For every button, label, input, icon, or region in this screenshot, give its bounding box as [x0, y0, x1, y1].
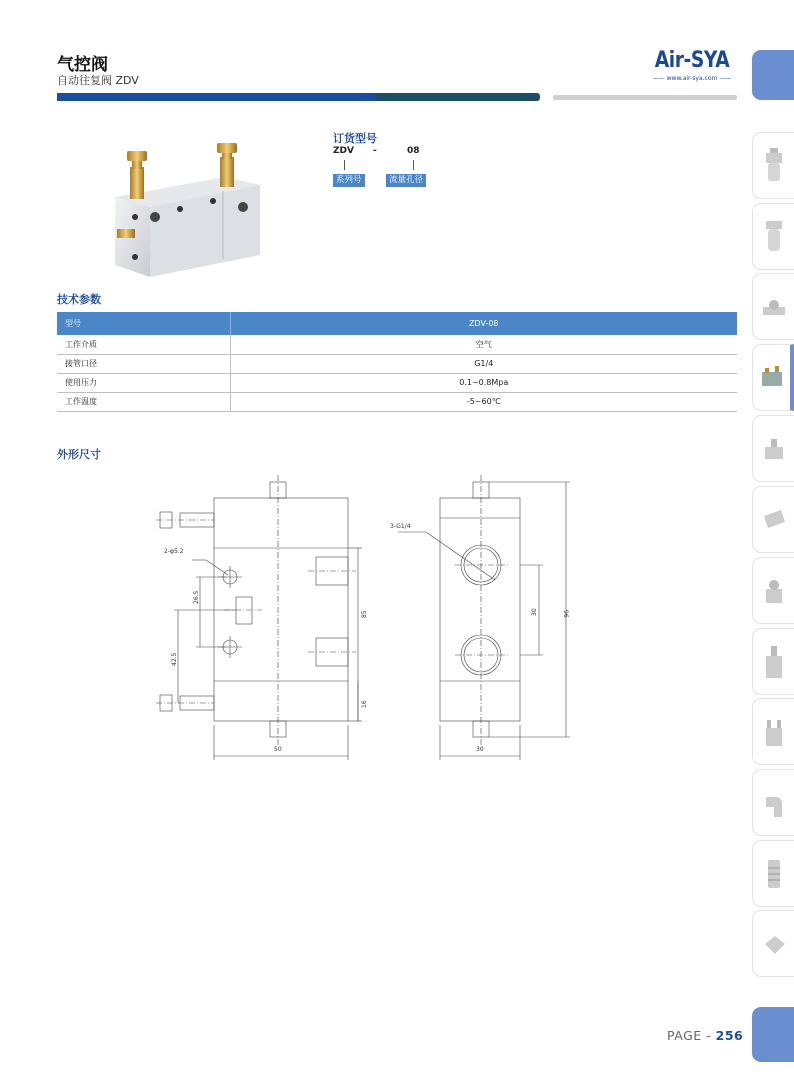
- spec-row-label: 接管口径: [57, 354, 230, 373]
- side-tab-filter[interactable]: [752, 203, 794, 270]
- spec-row-value: 0.1~0.8Mpa: [230, 373, 737, 392]
- side-tab-filter-regulator[interactable]: [752, 132, 794, 199]
- logo-url: —— www.air-sya.com ——: [652, 75, 732, 82]
- spec-header-row: [57, 312, 737, 335]
- header-bar-blue: [57, 93, 375, 101]
- top-side-tab[interactable]: [752, 50, 794, 100]
- spec-row-value: G1/4: [230, 354, 737, 373]
- table-row: [57, 354, 737, 373]
- side-tab-gripper[interactable]: [752, 698, 794, 765]
- label-30v: 30: [531, 608, 538, 616]
- page-subtitle: 自动往复阀 ZDV: [57, 74, 139, 87]
- specs-title: 技术参数: [57, 293, 101, 306]
- page-title: 气控阀: [57, 55, 108, 75]
- order-code-size: 08: [407, 146, 420, 156]
- solenoid-icon: [761, 500, 787, 540]
- table-row: [57, 335, 737, 354]
- side-tab-vacuum[interactable]: [752, 910, 794, 977]
- label-port: 3-G1/4: [390, 523, 411, 530]
- label-42: 42.5: [171, 652, 178, 666]
- header-bar-gray: [553, 95, 737, 100]
- spec-header-label: 型号: [57, 312, 230, 335]
- gripper-icon: [761, 712, 787, 752]
- spec-row-value: -5~60℃: [230, 392, 737, 411]
- elbow-icon: [761, 783, 787, 823]
- spec-row-label: 工作温度: [57, 392, 230, 411]
- label-50: 50: [274, 746, 282, 753]
- side-tab-solenoid[interactable]: [752, 486, 794, 553]
- side-tab-cylinder[interactable]: [752, 628, 794, 695]
- spec-row-label: 使用压力: [57, 373, 230, 392]
- label-96: 96: [562, 610, 569, 618]
- side-tab-valve[interactable]: [752, 273, 794, 340]
- pressure-switch-icon: [761, 571, 787, 611]
- table-row: [57, 392, 737, 411]
- page-number-value: 256: [715, 1028, 744, 1043]
- valve-icon: [761, 287, 787, 327]
- air-control-valve-icon: [759, 358, 785, 398]
- order-tick-series: [344, 160, 345, 170]
- logo-text: Air-SYA: [654, 48, 730, 73]
- order-label-size: 流量孔径: [386, 174, 426, 187]
- table-row: [57, 373, 737, 392]
- order-code-title: 订货型号: [333, 132, 377, 145]
- side-tab-air-control-valve[interactable]: [752, 344, 794, 411]
- filter-icon: [761, 217, 787, 257]
- fitting-icon: [761, 429, 787, 469]
- order-tick-size: [413, 160, 414, 170]
- brand-logo: [646, 48, 738, 82]
- page-side-tab[interactable]: [752, 1007, 794, 1062]
- label-hole: 2-φ5.2: [164, 548, 184, 555]
- order-label-series: 系列号: [333, 174, 365, 187]
- page-prefix: PAGE -: [667, 1028, 716, 1043]
- side-tab-fitting[interactable]: [752, 415, 794, 482]
- spec-row-value: 空气: [230, 335, 737, 354]
- label-85: 85: [361, 610, 368, 618]
- label-26: 26.5: [193, 590, 200, 604]
- spec-table: [57, 312, 737, 412]
- label-16: 16: [361, 700, 368, 708]
- header-bar-teal: [375, 93, 540, 101]
- spec-row-label: 工作介质: [57, 335, 230, 354]
- dimensions-title: 外形尺寸: [57, 448, 101, 461]
- cylinder-icon: [761, 642, 787, 682]
- side-tab-elbow[interactable]: [752, 769, 794, 836]
- dimension-drawing: [140, 470, 590, 765]
- side-tab-pressure-switch[interactable]: [752, 557, 794, 624]
- side-tab-muffler[interactable]: [752, 840, 794, 907]
- muffler-icon: [761, 854, 787, 894]
- spec-header-model: ZDV-08: [230, 312, 737, 335]
- label-30h: 30: [476, 746, 484, 753]
- order-code-series: ZDV: [333, 146, 354, 156]
- vacuum-icon: [761, 924, 787, 964]
- page-number: [667, 1028, 743, 1043]
- filter-regulator-icon: [761, 146, 787, 186]
- product-photo: [105, 137, 270, 279]
- order-code-dash: -: [373, 146, 377, 156]
